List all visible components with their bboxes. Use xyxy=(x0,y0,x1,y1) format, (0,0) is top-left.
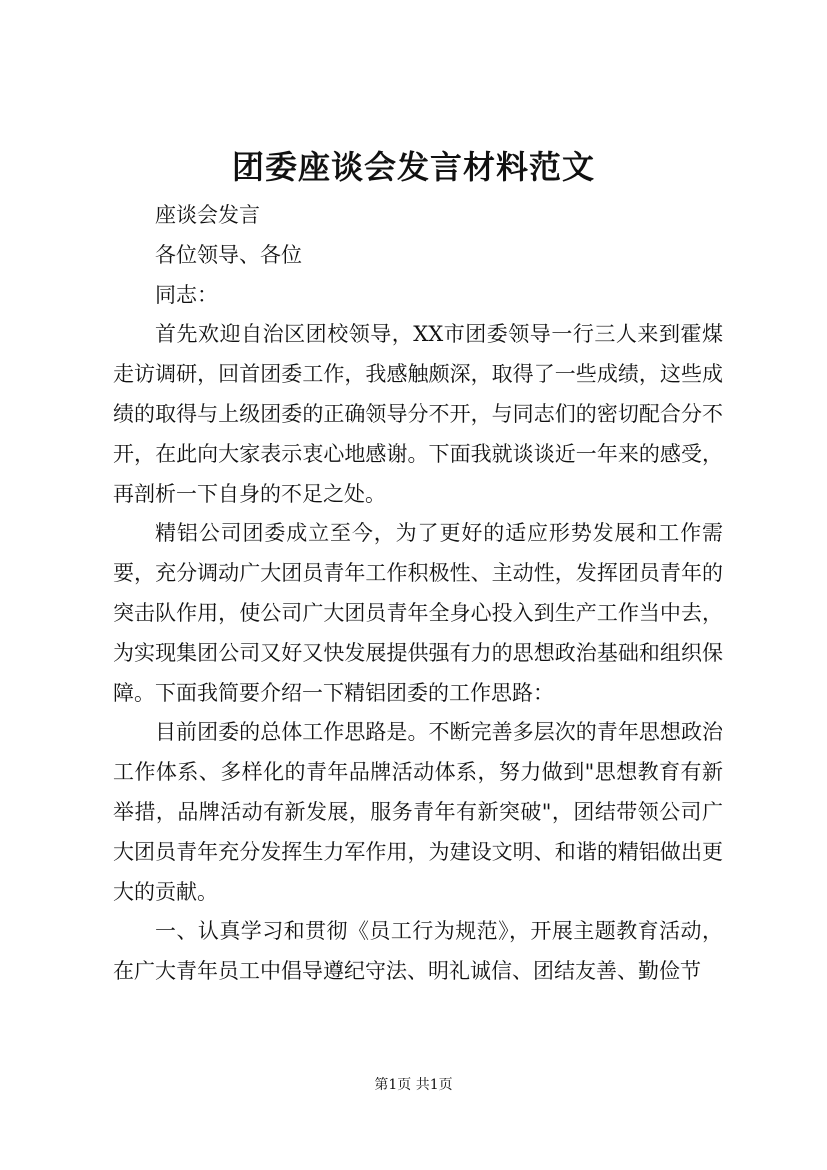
page-footer: 第1页 共1页 xyxy=(374,1077,453,1093)
body-paragraph: 精铝公司团委成立至今，为了更好的适应形势发展和工作需要，充分调动广大团员青年工作积极性、主动性，发挥团员青年的突击队作用，使公司广大团员青年全身心投入到生产工作当中去，为实现集团公司又好又快发展提供强有力的思想政治基础和组织保障。下面我简要介绍一下精铝团委的工作思路： xyxy=(113,521,723,705)
body-paragraph: 首先欢迎自治区团校领导，XX市团委领导一行三人来到霍煤走访调研，回首团委工作，我感触颇深，取得了一些成绩，这些成绩的取得与上级团委的正确领导分不开，与同志们的密切配合分不开，在此向大家表示衷心地感谢。下面我就谈谈近一年来的感受，再剖析一下自身的不足之处。 xyxy=(113,322,723,506)
body-paragraph: 目前团委的总体工作思路是。不断完善多层次的青年思想政治工作体系、多样化的青年品牌活动体系，努力做到"思想教育有新举措，品牌活动有新发展，服务青年有新突破"，团结带领公司广大团员青年充分发挥生力军作用，为建设文明、和谐的精铝做出更大的贡献。 xyxy=(113,720,723,904)
body-paragraph: 座谈会发言 xyxy=(155,203,260,227)
document-title: 团委座谈会发言材料范文 xyxy=(231,148,595,186)
body-paragraph: 同志： xyxy=(155,282,218,307)
document-body xyxy=(113,196,723,992)
body-paragraph: 各位领导、各位 xyxy=(155,242,302,267)
body-paragraph: 一、认真学习和贯彻《员工行为规范》，开展主题教育活动，在广大青年员工中倡导遵纪守法、明礼诚信、团结友善、勤俭节 xyxy=(113,919,723,984)
